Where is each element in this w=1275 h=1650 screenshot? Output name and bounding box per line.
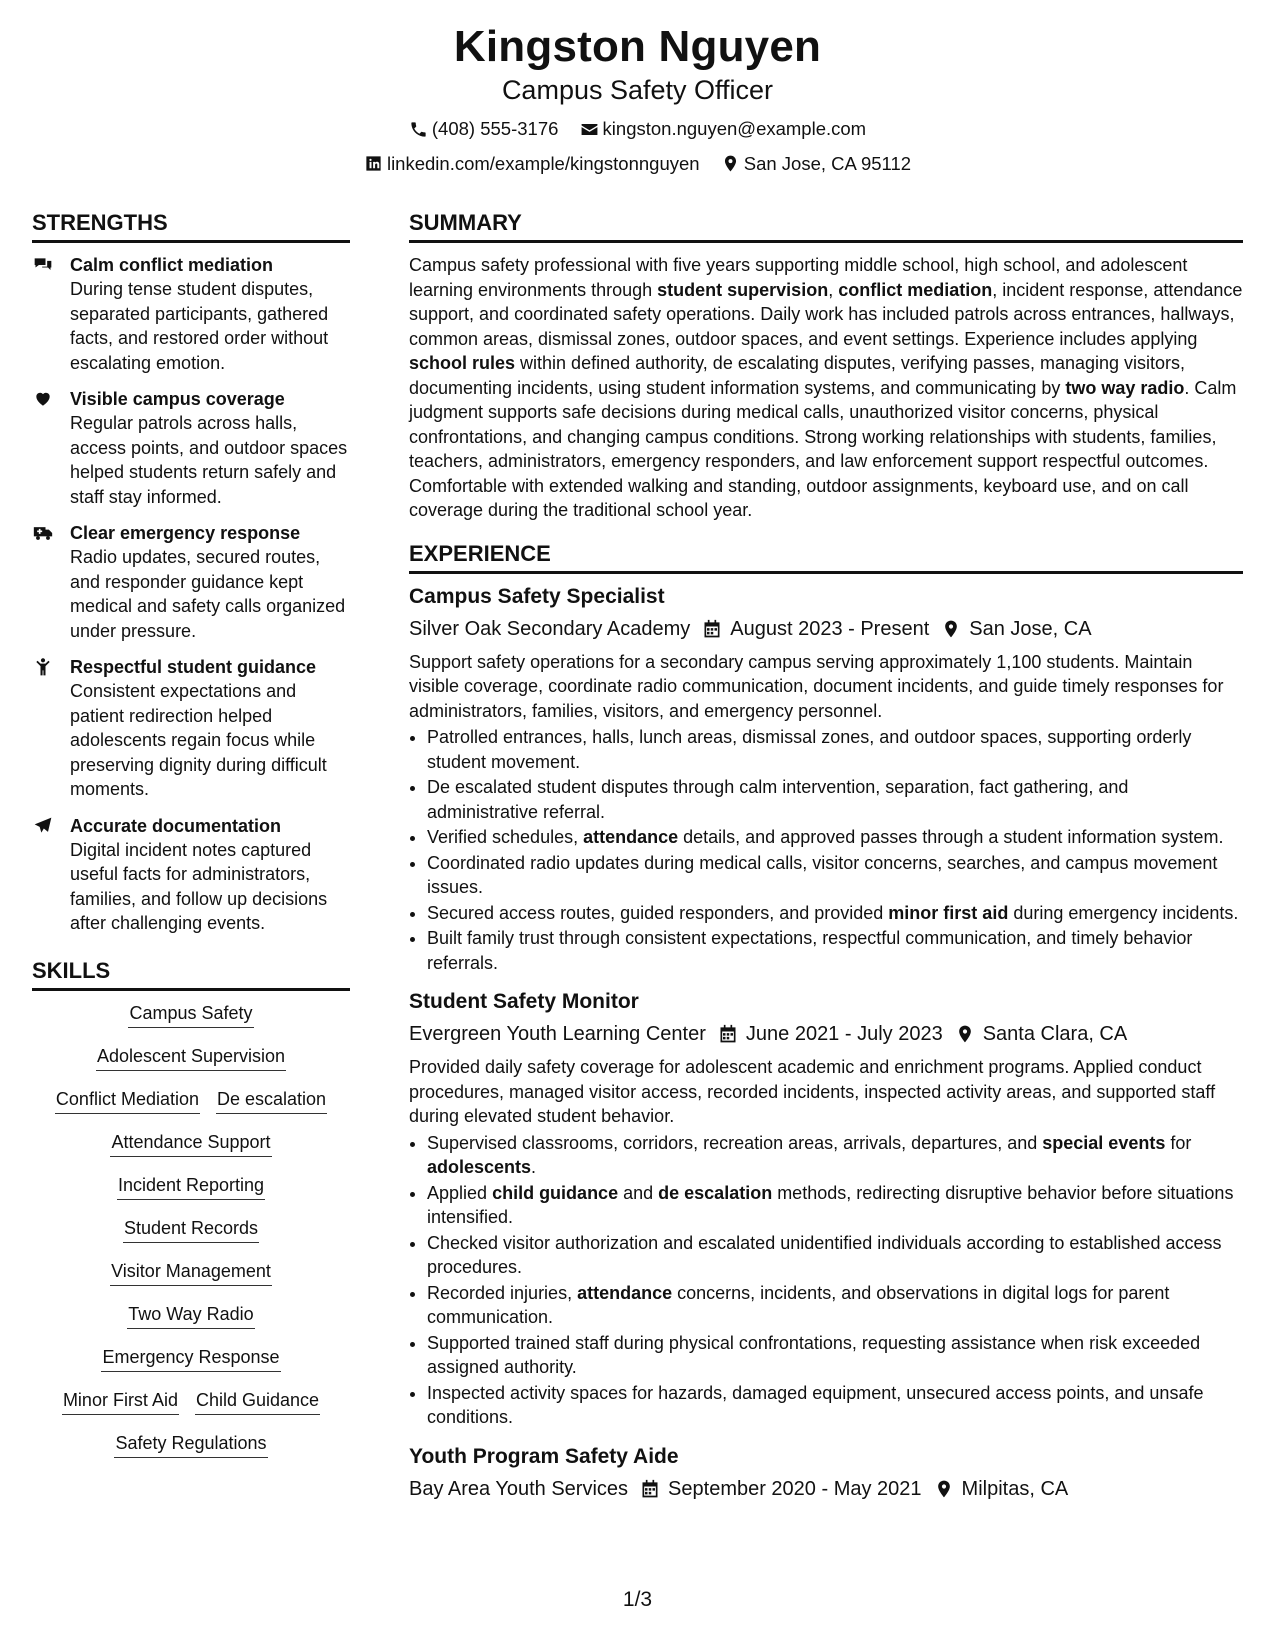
job-entry — [409, 1444, 1243, 1502]
job-bullet — [427, 725, 1243, 774]
strength-title: Accurate documentation — [70, 815, 282, 836]
phone-icon — [409, 120, 428, 139]
text-run: De escalated student disputes through calm intervention, separation, fact gathering, and administrative referral. — [427, 777, 1129, 822]
bold-keyword: de escalation — [658, 1182, 773, 1203]
phone-contact[interactable] — [409, 118, 559, 140]
right-column — [409, 210, 1243, 1516]
skill-tag: Attendance Support — [110, 1130, 271, 1157]
skill-row — [32, 1302, 350, 1333]
job-bullet — [427, 1331, 1243, 1380]
text-run: methods, redirecting disruptive behavior before situations intensified. — [427, 1182, 1234, 1227]
left-column — [32, 210, 350, 1474]
strengths-heading: STRENGTHS — [32, 210, 350, 243]
ambulance-icon — [32, 521, 70, 643]
job-title: Youth Program Safety Aide — [409, 1444, 679, 1468]
text-run: Supervised classrooms, corridors, recreation areas, arrivals, departures, and — [427, 1132, 1043, 1153]
job-bullet — [427, 926, 1243, 975]
text-run: within defined authority, de escalating disputes, verifying passes, managing visitors, documenting incidents, using student information systems, and communicating by — [409, 353, 1186, 398]
strength-item — [32, 387, 350, 509]
location-text: Santa Clara, CA — [982, 1023, 1128, 1045]
skill-row — [32, 1001, 350, 1032]
job-description: Support safety operations for a secondary campus serving approximately 1,100 students. Maintain visible coverage, coordinate radio communication, document incidents, and guide timely responses for administrators, families, visitors, and emergency personnel. — [409, 651, 1224, 721]
job-entry — [409, 989, 1243, 1430]
phone-text: (408) 555-3176 — [431, 118, 559, 139]
bold-keyword: school rules — [409, 353, 516, 373]
job-bullet — [427, 1181, 1243, 1230]
email-text: kingston.nguyen@example.com — [602, 118, 867, 139]
bold-keyword: child guidance — [492, 1182, 619, 1203]
dates-text: September 2020 - May 2021 — [668, 1477, 922, 1500]
text-run: Built family trust through consistent expectations, respectful communication, and timely behavior referrals. — [427, 928, 1193, 973]
company-name: Silver Oak Secondary Academy — [409, 617, 691, 640]
skill-row — [32, 1388, 350, 1419]
email-contact[interactable] — [580, 118, 867, 140]
text-run: . Calm judgment supports safe decisions during medical calls, unauthorized visitor concerns, physical confrontations, and changing campus conditions. Strong working relationships with students, families, teachers, administrators, emergency responders, and law enforcement support respectful outcomes. Comfortable with extended walking and standing, outdoor assignments, keyboard use, and on call coverage during the traditional school year. — [409, 377, 1237, 520]
text-run: concerns, incidents, and observations in digital logs for parent communication. — [427, 1282, 1170, 1327]
skill-tag: Emergency Response — [101, 1345, 280, 1372]
text-run: Supported trained staff during physical confrontations, requesting assistance when risk exceeded assigned authority. — [427, 1332, 1201, 1377]
strength-body — [70, 521, 350, 643]
job-dates — [718, 1021, 943, 1047]
skill-tag: Two Way Radio — [127, 1302, 254, 1329]
dates-text: August 2023 - Present — [730, 617, 930, 640]
bold-keyword: conflict mediation — [838, 279, 993, 300]
job-bullets — [409, 1131, 1243, 1430]
strength-item — [32, 521, 350, 643]
job-company — [409, 1021, 706, 1047]
strength-description: During tense student disputes, separated participants, gathered facts, and restored order without escalating emotion. — [70, 279, 329, 373]
skills-list — [32, 1001, 350, 1462]
paper-plane-icon — [32, 814, 70, 936]
envelope-icon — [580, 120, 599, 139]
text-run: . — [531, 1157, 537, 1177]
text-run: Secured access routes, guided responders, and provided — [427, 902, 889, 923]
job-bullet — [427, 851, 1243, 900]
job-company — [409, 1476, 628, 1502]
text-run: Verified schedules, — [427, 827, 584, 847]
job-bullet — [427, 1131, 1243, 1180]
strength-body — [70, 253, 350, 375]
calendar-icon — [702, 619, 722, 639]
child-icon — [32, 655, 70, 802]
text-run: Checked visitor authorization and escalated unidentified individuals according to established access procedures. — [427, 1232, 1222, 1277]
summary-heading: SUMMARY — [409, 210, 1243, 243]
job-bullet — [427, 901, 1243, 926]
job-bullets — [409, 725, 1243, 975]
skill-row — [32, 1087, 350, 1118]
job-dates — [702, 616, 929, 642]
strength-item — [32, 814, 350, 936]
job-entry — [409, 584, 1243, 976]
skill-tag: Campus Safety — [128, 1001, 253, 1028]
skill-row — [32, 1259, 350, 1290]
strength-title: Respectful student guidance — [70, 657, 317, 677]
bold-keyword: special events — [1042, 1132, 1166, 1153]
text-run: , incident response, attendance support, and coordinated safety operations. Daily work has included patrols across entrances, hallways, common areas, dismissal zones, outdoor spaces, and event settings. Experience includes applying — [409, 279, 1243, 349]
strengths-list — [32, 253, 350, 936]
job-location — [941, 616, 1091, 642]
text-run: Campus safety professional with five years supporting middle school, high school, and adolescent learning environments through — [409, 255, 1188, 300]
text-run: Applied — [427, 1182, 493, 1203]
dates-text: June 2021 - July 2023 — [745, 1023, 943, 1045]
page-number: 1/3 — [622, 1588, 653, 1611]
job-location — [955, 1021, 1128, 1047]
linkedin-text: linkedin.com/example/kingstonnguyen — [386, 152, 700, 174]
skill-row — [32, 1431, 350, 1462]
strength-body — [70, 814, 350, 936]
location-contact — [721, 153, 911, 175]
text-run: Patrolled entrances, halls, lunch areas, dismissal zones, and outdoor spaces, supporting orderly student movement. — [427, 727, 1192, 772]
skill-tag: Incident Reporting — [117, 1173, 265, 1200]
experience-heading: EXPERIENCE — [409, 541, 1243, 574]
text-run: Recorded injuries, — [427, 1282, 578, 1303]
location-text: Milpitas, CA — [961, 1477, 1069, 1500]
heart-icon — [32, 387, 70, 509]
skill-row — [32, 1130, 350, 1161]
job-title: Student Safety Monitor — [409, 990, 639, 1013]
text-run: Inspected activity spaces for hazards, damaged equipment, unsecured access points, and unsafe conditions. — [427, 1382, 1204, 1427]
job-bullet — [427, 825, 1243, 850]
skill-row — [32, 1345, 350, 1376]
job-meta — [409, 1476, 1243, 1502]
map-marker-icon — [934, 1479, 954, 1499]
bold-keyword: attendance — [583, 827, 679, 847]
strength-title: Visible campus coverage — [70, 389, 285, 409]
text-run: details, and approved passes through a student information system. — [678, 827, 1224, 847]
calendar-icon — [640, 1479, 660, 1499]
strength-body — [70, 387, 350, 509]
job-company — [409, 616, 690, 642]
job-dates — [640, 1476, 922, 1502]
skill-row — [32, 1044, 350, 1075]
text-run: and — [618, 1182, 659, 1203]
strength-body — [70, 655, 350, 802]
skills-heading: SKILLS — [32, 958, 350, 991]
strength-item — [32, 253, 350, 375]
company-name: Bay Area Youth Services — [409, 1477, 629, 1500]
summary-text — [409, 253, 1243, 523]
strength-description: Regular patrols across halls, access points, and outdoor spaces helped students return safely and staff stay informed. — [70, 413, 348, 507]
job-description: Provided daily safety coverage for adolescent academic and enrichment programs. Applied conduct procedures, managed visitor access, recorded incidents, inspected activity areas, and supported staff during elevated student behavior. — [409, 1057, 1216, 1126]
strength-item — [32, 655, 350, 802]
contact-row-1 — [0, 118, 1275, 144]
bold-keyword: adolescents — [427, 1157, 532, 1177]
bold-keyword: student supervision — [657, 279, 829, 300]
experience-list — [409, 584, 1243, 1502]
skill-tag: Adolescent Supervision — [96, 1044, 286, 1071]
location-text: San Jose, CA 95112 — [743, 152, 912, 174]
skill-tag: De escalation — [216, 1087, 327, 1114]
job-bullet — [427, 1381, 1243, 1430]
skill-tag: Conflict Mediation — [55, 1087, 200, 1114]
bold-keyword: two way radio — [1065, 377, 1185, 398]
skill-tag: Minor First Aid — [62, 1388, 179, 1415]
skill-tag: Student Records — [123, 1216, 259, 1243]
strength-description: Consistent expectations and patient redirection helped adolescents regain focus while preserving dignity during difficult moments. — [70, 681, 327, 799]
linkedin-contact[interactable] — [364, 153, 700, 175]
skill-tag: Safety Regulations — [114, 1431, 267, 1458]
strength-description: Digital incident notes captured useful facts for administrators, families, and follow up decisions after challenging events. — [70, 839, 328, 933]
job-title: Campus Safety Specialist — [409, 584, 665, 608]
text-run: for — [1165, 1132, 1192, 1153]
text-run: , — [828, 279, 839, 300]
job-bullet — [427, 775, 1243, 824]
candidate-role: Campus Safety Officer — [501, 75, 774, 105]
map-marker-icon — [955, 1024, 975, 1044]
skill-row — [32, 1173, 350, 1204]
job-meta — [409, 616, 1243, 642]
contact-row-2 — [0, 153, 1275, 179]
comments-icon — [32, 253, 70, 375]
company-name: Evergreen Youth Learning Center — [409, 1023, 706, 1045]
candidate-name: Kingston Nguyen — [453, 22, 822, 71]
strength-description: Radio updates, secured routes, and responder guidance kept medical and safety calls organized under pressure. — [70, 547, 346, 641]
map-marker-icon — [721, 154, 740, 173]
map-marker-icon — [941, 619, 961, 639]
skill-tag: Visitor Management — [110, 1259, 272, 1286]
strength-title: Clear emergency response — [70, 523, 301, 543]
job-meta — [409, 1021, 1243, 1047]
strength-title: Calm conflict mediation — [70, 255, 274, 275]
job-location — [934, 1476, 1069, 1502]
resume-header — [0, 22, 1275, 178]
linkedin-icon — [364, 154, 383, 173]
skill-tag: Child Guidance — [195, 1388, 320, 1415]
text-run: during emergency incidents. — [1008, 902, 1239, 923]
skill-row — [32, 1216, 350, 1247]
calendar-icon — [718, 1024, 738, 1044]
bold-keyword: attendance — [577, 1282, 673, 1303]
bold-keyword: minor first aid — [888, 902, 1009, 923]
text-run: Coordinated radio updates during medical calls, visitor concerns, searches, and campus movement issues. — [427, 852, 1218, 897]
job-bullet — [427, 1281, 1243, 1330]
job-bullet — [427, 1231, 1243, 1280]
location-text: San Jose, CA — [969, 617, 1092, 640]
